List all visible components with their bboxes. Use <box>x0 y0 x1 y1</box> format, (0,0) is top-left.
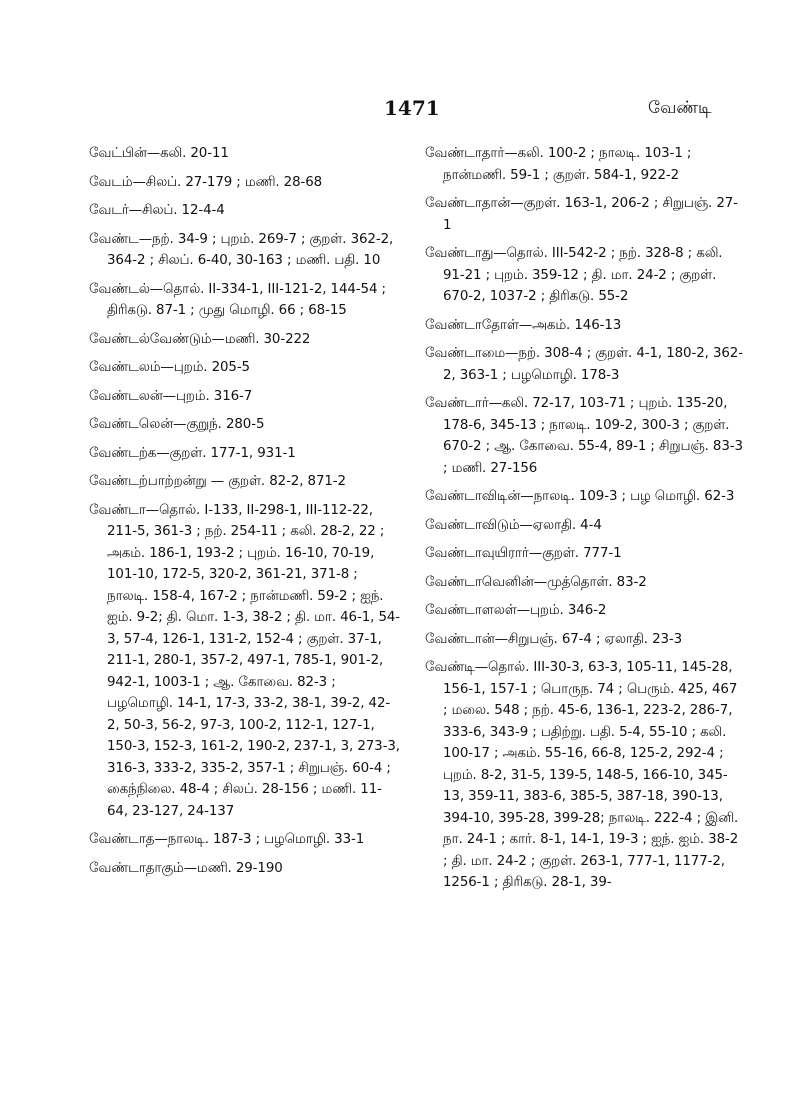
index-entry: வேண்டாளலள்—புறம். 346-2 <box>425 603 607 618</box>
page-number: 1471 <box>384 96 440 120</box>
index-entry: வேண்டலென்—குறுந். 280-5 <box>89 417 265 432</box>
index-entry: வேண்டாவுயிரார்—குறள். 777-1 <box>425 546 622 561</box>
index-entry: வேண்டாவெனின்—முத்தொள். 83-2 <box>425 574 647 590</box>
index-entry: வேண்டற்க—குறள். 177-1, 931-1 <box>89 445 296 461</box>
index-entry: வேண்டலம்—புறம். 205-5 <box>89 360 250 375</box>
index-entry: வேண்டற்பாற்றன்று — குறள். 82-2, 871-2 <box>89 474 346 489</box>
index-entry: வேண்டி—தொல். III-30-3, 63-3, 105-11, 145-28, 156-1, 157-1 ; பொருந. 74 ; பெரும். 425, 467 ; மலை. 548 ; நற். 45-6, 136-1, 223-2, 286-7, 333-6, 343-9 ; பதிற்று. பதி. 5-4, 55-10 ; கலி. 100-17 ; அகம். 55-16, 66-8, 125-2, 292-4 ; புறம். 8-2, 31-5, 139-5, 148-5, 166-10, 345-13, 359-11, 383-6, 385-5, 387-18, 390-13, 394-10, 395-28, 399-28; நாலடி. 222-4 ; இனி. நா. 24-1 ; கார். 8-1, 14-1, 19-3 ; ஐந். ஐம். 38-2 ; தி. மா. 24-2 ; குறள். 263-1, 777-1, 1177-2, 1256-1 ; திரிகடு. 28-1, 39- <box>425 660 739 890</box>
index-entry: வேண்டான்—சிறுபஞ். 67-4 ; ஏலாதி. 23-3 <box>425 631 683 647</box>
index-entry: வேண்டா—தொல். I-133, II-298-1, III-112-22, 211-5, 361-3 ; நற். 254-11 ; கலி. 28-2, 22 ; அகம். 186-1, 193-2 ; புறம். 16-10, 70-19, 101-10, 172-5, 320-2, 361-21, 371-8 ; நாலடி. 158-4, 167-2 ; நான்மணி. 59-2 ; ஐந். ஐம். 9-2; தி. மொ. 1-3, 38-2 ; தி. மா. 46-1, 54-3, 57-4, 126-1, 131-2, 152-4 ; குறள். 37-1, 211-1, 280-1, 357-2, 497-1, 785-1, 901-2, 942-1, 1003-1 ; ஆ. கோவை. 82-3 ; பழமொழி. 14-1, 17-3, 33-2, 38-1, 39-2, 42-2, 50-3, 56-2, 97-3, 100-2, 112-1, 127-1, 150-3, 152-3, 161-2, 190-2, 237-1, 3, 273-3, 316-3, 333-2, 335-2, 357-1 ; சிறுபஞ். 60-4 ; கைந்நிலை. 48-4 ; சிலப். 28-156 ; மணி. 11-64, 23-127, 24-137 <box>89 502 401 819</box>
index-entry: வேண்டல்—தொல். II-334-1, III-121-2, 144-54 ; திரிகடு. 87-1 ; முது மொழி. 66 ; 68-15 <box>89 281 386 318</box>
index-entry: வேடம்—சிலப். 27-179 ; மணி. 28-68 <box>89 174 323 190</box>
index-entry: வேண்டாதோள்—அகம். 146-13 <box>425 317 622 333</box>
index-entry: வேண்டாத—நாலடி. 187-3 ; பழமொழி. 33-1 <box>89 832 365 847</box>
index-entry: வேண்டாவிடும்—ஏலாதி. 4-4 <box>425 517 602 533</box>
right-column <box>425 143 743 901</box>
index-entry: வேண்டாதார்—கலி. 100-2 ; நாலடி. 103-1 ; நான்மணி. 59-1 ; குறள். 584-1, 922-2 <box>425 146 692 183</box>
index-entry: வேண்டாதான்—குறள். 163-1, 206-2 ; சிறுபஞ். 27-1 <box>425 196 738 233</box>
index-entry: வேண்டாதாகும்—மணி. 29-190 <box>89 860 283 876</box>
index-entry: வேடர்—சிலப். 12-4-4 <box>89 203 225 218</box>
index-entry: வேண்டார்—கலி. 72-17, 103-71 ; புறம். 135-20, 178-6, 345-13 ; நாலடி. 109-2, 300-3 ; குறள். 670-2 ; ஆ. கோவை. 55-4, 89-1 ; சிறுபஞ். 83-3 ; மணி. 27-156 <box>425 396 743 476</box>
index-entry: வேண்டாமை—நற். 308-4 ; குறள். 4-1, 180-2, 362-2, 363-1 ; பழமொழி. 178-3 <box>425 346 743 383</box>
index-entry: வேண்டலன்—புறம். 316-7 <box>89 388 253 404</box>
left-column <box>89 143 401 886</box>
index-entry: வேண்டாது—தொல். III-542-2 ; நற். 328-8 ; கலி. 91-21 ; புறம். 359-12 ; தி. மா. 24-2 ; குறள். 670-2, 1037-2 ; திரிகடு. 55-2 <box>425 246 723 304</box>
index-entry: வேண்டல்வேண்டும்—மணி. 30-222 <box>89 331 311 347</box>
index-entry: வேட்பின்—கலி. 20-11 <box>89 146 229 161</box>
index-entry: வேண்டாவிடின்—நாலடி. 109-3 ; பழ மொழி. 62-3 <box>425 489 735 504</box>
index-entry: வேண்ட—நற். 34-9 ; புறம். 269-7 ; குறள். 362-2, 364-2 ; சிலப். 6-40, 30-163 ; மணி. பதி. 10 <box>89 231 394 268</box>
running-head: வேண்டி <box>648 98 712 118</box>
